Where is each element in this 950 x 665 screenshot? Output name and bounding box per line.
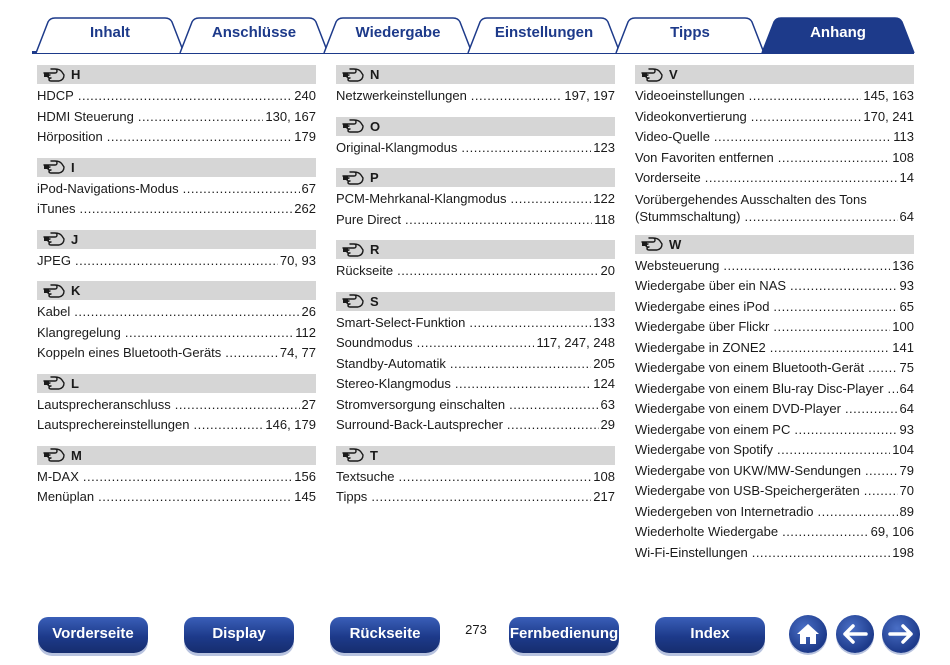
entry-page: 112	[295, 324, 316, 340]
leader-dots	[125, 323, 293, 344]
index-section-j	[37, 230, 316, 272]
section-header	[336, 65, 615, 84]
entry-name: JPEG	[37, 252, 71, 268]
leader-dots	[194, 415, 264, 436]
index-section-v	[635, 65, 914, 225]
index-entry[interactable]	[37, 323, 316, 344]
leader-dots	[138, 107, 264, 128]
pointing-hand-icon	[43, 376, 65, 390]
page-number: 273	[465, 622, 487, 637]
index-entry[interactable]	[336, 333, 615, 354]
entry-page: 70	[899, 483, 914, 498]
entry-page: 64	[899, 380, 914, 396]
entry-name: Wiedergabe von Spotify	[635, 442, 774, 457]
entry-name: Original-Klangmodus	[336, 139, 458, 155]
section-letter: V	[669, 67, 678, 82]
leader-dots	[770, 338, 891, 359]
entry-page: 89	[899, 503, 914, 519]
index-section-k	[37, 281, 316, 364]
pointing-hand-icon	[43, 232, 65, 246]
entry-name: Netzwerkeinstellungen	[336, 88, 467, 103]
entry-page: 145, 163	[863, 88, 914, 103]
entry-page: 29	[600, 417, 615, 432]
index-entry[interactable]	[37, 487, 316, 508]
entry-name: HDMI Steuerung	[37, 108, 134, 124]
entry-page: 122	[593, 191, 615, 206]
index-entry[interactable]	[635, 338, 914, 359]
leader-dots	[865, 461, 898, 482]
index-entry[interactable]	[336, 313, 615, 334]
entry-page: 79	[899, 462, 914, 478]
index-entry[interactable]	[635, 461, 914, 482]
entry-page: 100	[892, 319, 914, 334]
entry-page: 64	[899, 401, 914, 416]
section-letter: T	[370, 447, 378, 463]
entry-name: Lautsprechereinstellungen	[37, 417, 190, 432]
leader-dots	[98, 487, 292, 508]
section-letter: J	[71, 231, 79, 247]
entry-name: HDCP	[37, 88, 74, 103]
section-letter: R	[370, 242, 380, 257]
entry-page: 63	[600, 396, 615, 412]
leader-dots	[773, 317, 890, 338]
section-header	[635, 235, 914, 254]
leader-dots	[371, 487, 591, 508]
entry-page: 64	[899, 208, 914, 224]
leader-dots	[790, 276, 898, 297]
index-entry[interactable]	[37, 107, 316, 128]
entry-name: Wiedergeben von Internetradio	[635, 503, 814, 519]
index-column-3	[635, 65, 914, 573]
index-entry[interactable]	[635, 191, 914, 225]
index-entry[interactable]	[37, 251, 316, 272]
section-letter: S	[370, 293, 379, 309]
section-letter: W	[669, 236, 682, 252]
index-section-s	[336, 292, 615, 436]
tab-anhang[interactable]	[762, 18, 914, 53]
entry-page: 104	[892, 442, 914, 457]
section-letter: M	[71, 447, 82, 463]
entry-name: Stereo-Klangmodus	[336, 376, 451, 391]
index-section-r	[336, 240, 615, 282]
index-entry[interactable]	[635, 317, 914, 338]
arrow-right-icon	[888, 624, 914, 644]
index-entry[interactable]	[336, 374, 615, 395]
index-entry[interactable]	[37, 127, 316, 148]
index-entry[interactable]	[635, 379, 914, 400]
entry-page: 69, 106	[870, 524, 914, 539]
index-entry[interactable]	[635, 522, 914, 543]
entry-page: 205	[593, 355, 615, 371]
leader-dots	[744, 208, 897, 225]
entry-page: 156	[294, 468, 316, 484]
front-panel-button[interactable]	[38, 617, 148, 653]
pointing-hand-icon	[342, 119, 364, 133]
index-section-l	[37, 374, 316, 436]
index-entry[interactable]	[635, 399, 914, 420]
entry-page: 197, 197	[564, 88, 615, 103]
index-entry[interactable]	[635, 481, 914, 502]
leader-dots	[714, 127, 891, 148]
pointing-hand-icon	[43, 284, 65, 298]
entry-name-continued: (Stummschaltung)	[635, 208, 741, 224]
entry-name: Wiedergabe in ZONE2	[635, 339, 766, 355]
index-entry[interactable]	[635, 358, 914, 379]
entry-page: 146, 179	[265, 417, 316, 432]
entry-name: Wiedergabe über ein NAS	[635, 278, 787, 293]
entry-page: 74, 77	[279, 345, 316, 360]
entry-page: 133	[593, 314, 615, 330]
index-column-1	[37, 65, 316, 518]
leader-dots	[75, 251, 278, 272]
section-header	[37, 446, 316, 465]
index-section-m	[37, 446, 316, 508]
entry-page: 70, 93	[279, 252, 316, 268]
leader-dots	[175, 395, 300, 416]
entry-name: Wiedergabe von einem PC	[635, 421, 791, 437]
tab-label: Anschlüsse	[211, 24, 297, 41]
section-letter: L	[71, 375, 79, 391]
pointing-hand-icon	[342, 68, 364, 82]
index-entry[interactable]	[336, 354, 615, 375]
remote-control-button[interactable]	[509, 617, 619, 653]
section-header	[336, 292, 615, 311]
section-header	[37, 281, 316, 300]
leader-dots	[868, 358, 897, 379]
index-entry[interactable]	[37, 302, 316, 323]
pointing-hand-icon	[641, 68, 663, 82]
index-entry[interactable]	[37, 199, 316, 220]
entry-page: 130, 167	[265, 108, 316, 124]
leader-dots	[399, 467, 592, 488]
index-entry[interactable]	[37, 343, 316, 364]
leader-dots	[723, 256, 890, 277]
entry-page: 145	[294, 489, 316, 504]
index-entry[interactable]	[37, 467, 316, 488]
entry-name: Koppeln eines Bluetooth-Geräts	[37, 345, 222, 360]
section-header	[336, 240, 615, 259]
leader-dots	[507, 415, 599, 436]
entry-name: Von Favoriten entfernen	[635, 149, 774, 165]
entry-name: Hörposition	[37, 129, 103, 144]
index-entry[interactable]	[336, 210, 615, 231]
pointing-hand-icon	[43, 68, 65, 82]
index-section-w	[635, 235, 914, 564]
leader-dots	[864, 481, 898, 502]
index-entry[interactable]	[635, 107, 914, 128]
entry-name: Lautsprecheranschluss	[37, 396, 171, 412]
section-header	[336, 168, 615, 187]
entry-name: Wiedergabe von einem Bluetooth-Gerät	[635, 360, 865, 375]
entry-name: Klangregelung	[37, 324, 121, 340]
entry-page: 124	[593, 376, 615, 391]
entry-name: Video-Quelle	[635, 129, 710, 144]
tab-einstellungen[interactable]	[468, 18, 620, 53]
entry-name: Wiedergabe von einem Blu-ray Disc-Player	[635, 380, 884, 396]
entry-page: 93	[899, 421, 914, 437]
tab-bar	[0, 0, 950, 56]
leader-dots	[225, 343, 278, 364]
index-section-t	[336, 446, 615, 508]
entry-page: 117, 247, 248	[536, 335, 615, 350]
leader-dots	[777, 440, 890, 461]
section-header	[37, 374, 316, 393]
display-button-label: Display	[212, 624, 266, 642]
leader-dots	[74, 302, 299, 323]
entry-name: Tipps	[336, 489, 368, 504]
entry-page: 217	[593, 489, 615, 504]
entry-name: Websteuerung	[635, 257, 720, 273]
tab-anschl-sse[interactable]	[180, 18, 328, 53]
entry-page: 170, 241	[863, 108, 914, 124]
home-button[interactable]	[789, 615, 827, 653]
entry-name: Videokonvertierung	[635, 108, 747, 124]
section-header	[37, 230, 316, 249]
entry-page: 93	[899, 278, 914, 293]
pointing-hand-icon	[43, 448, 65, 462]
entry-name: Kabel	[37, 304, 71, 319]
index-entry[interactable]	[336, 415, 615, 436]
entry-page: 75	[899, 360, 914, 375]
entry-name: PCM-Mehrkanal-Klangmodus	[336, 191, 507, 206]
entry-name: Wiederholte Wiedergabe	[635, 524, 779, 539]
entry-page: 108	[892, 149, 914, 165]
entry-page: 113	[893, 129, 914, 144]
index-entry[interactable]	[635, 256, 914, 277]
entry-name: iPod-Navigations-Modus	[37, 180, 179, 196]
entry-name: iTunes	[37, 201, 76, 216]
entry-name: Rückseite	[336, 263, 394, 278]
pointing-hand-icon	[342, 448, 364, 462]
display-button[interactable]	[184, 617, 294, 653]
tab-label: Inhalt	[90, 24, 130, 41]
index-entry[interactable]	[635, 502, 914, 523]
tab-wiedergabe[interactable]	[324, 18, 472, 53]
entry-page: 20	[600, 263, 615, 278]
leader-dots	[751, 107, 862, 128]
leader-dots	[778, 148, 891, 169]
entry-name: Stromversorgung einschalten	[336, 396, 506, 412]
pointing-hand-icon	[43, 160, 65, 174]
index-entry[interactable]	[635, 543, 914, 564]
index-button-label: Index	[690, 624, 730, 642]
leader-dots	[461, 138, 591, 159]
section-letter: N	[370, 67, 380, 82]
tab-label: Anhang	[810, 24, 866, 41]
entry-name: Vorderseite	[635, 170, 701, 185]
entry-name: M-DAX	[37, 468, 79, 484]
leader-dots	[80, 199, 293, 220]
index-entry[interactable]	[37, 395, 316, 416]
leader-dots	[469, 313, 591, 334]
entry-name: Standby-Automatik	[336, 355, 446, 371]
entry-page: 108	[593, 468, 615, 484]
entry-page: 14	[899, 170, 914, 185]
leader-dots	[705, 168, 898, 189]
tab-label: Wiedergabe	[355, 24, 441, 41]
pointing-hand-icon	[342, 243, 364, 257]
entry-name: Textsuche	[336, 468, 395, 484]
section-letter: I	[71, 159, 75, 175]
leader-dots	[107, 127, 293, 148]
entry-page: 262	[294, 201, 316, 216]
section-header	[37, 65, 316, 84]
leader-dots	[845, 399, 898, 420]
forward-button[interactable]	[882, 615, 920, 653]
rear-panel-button-label: Rückseite	[349, 624, 421, 642]
leader-dots	[509, 395, 598, 416]
section-letter: O	[370, 118, 381, 134]
leader-dots	[471, 86, 563, 107]
entry-page: 65	[899, 298, 914, 314]
leader-dots	[455, 374, 591, 395]
back-button[interactable]	[836, 615, 874, 653]
leader-dots	[794, 420, 897, 441]
entry-name: Pure Direct	[336, 211, 402, 227]
index-entry[interactable]	[635, 440, 914, 461]
entry-page: 123	[593, 139, 615, 155]
entry-page: 118	[594, 211, 615, 227]
index-entry[interactable]	[336, 467, 615, 488]
entry-name: Smart-Select-Funktion	[336, 314, 466, 330]
section-header	[635, 65, 914, 84]
leader-dots	[417, 333, 535, 354]
leader-dots	[397, 261, 598, 282]
entry-name: Surround-Back-Lautsprecher	[336, 417, 503, 432]
index-entry[interactable]	[635, 148, 914, 169]
index-section-h	[37, 65, 316, 148]
tab-label: Einstellungen	[494, 24, 594, 41]
entry-page: 198	[892, 544, 914, 560]
index-entry[interactable]	[635, 127, 914, 148]
section-letter: K	[71, 283, 81, 298]
index-entry[interactable]	[336, 261, 615, 282]
index-section-o	[336, 117, 615, 159]
index-entry[interactable]	[336, 487, 615, 508]
section-header	[336, 446, 615, 465]
section-header	[37, 158, 316, 177]
entry-name: Wi-Fi-Einstellungen	[635, 544, 748, 560]
leader-dots	[888, 379, 898, 400]
index-entry[interactable]	[635, 297, 914, 318]
entry-page: 179	[294, 129, 316, 144]
home-icon	[795, 622, 821, 646]
leader-dots	[818, 502, 898, 523]
index-entry[interactable]	[635, 276, 914, 297]
entry-page: 27	[301, 396, 316, 412]
leader-dots	[749, 86, 862, 107]
leader-dots	[773, 297, 897, 318]
leader-dots	[183, 179, 300, 200]
leader-dots	[83, 467, 292, 488]
section-header	[336, 117, 615, 136]
index-entry[interactable]	[635, 86, 914, 107]
tab-label: Tipps	[670, 24, 710, 41]
index-section-i	[37, 158, 316, 220]
leader-dots	[511, 189, 592, 210]
entry-name: Wiedergabe eines iPod	[635, 298, 770, 314]
entry-page: 240	[294, 88, 316, 103]
index-entry[interactable]	[336, 138, 615, 159]
leader-dots	[78, 86, 292, 107]
tab-tipps[interactable]	[616, 18, 764, 53]
entry-page: 26	[301, 304, 316, 319]
entry-name: Wiedergabe von USB-Speichergeräten	[635, 483, 860, 498]
tab-inhalt[interactable]	[36, 18, 184, 53]
index-entry[interactable]	[37, 415, 316, 436]
index-entry[interactable]	[37, 179, 316, 200]
index-section-n	[336, 65, 615, 107]
entry-page: 141	[892, 339, 914, 355]
entry-name: Videoeinstellungen	[635, 88, 745, 103]
index-entry[interactable]	[336, 86, 615, 107]
entry-name: Vorübergehendes Ausschalten des Tons	[635, 191, 867, 207]
entry-page: 67	[301, 180, 316, 196]
index-entry[interactable]	[336, 395, 615, 416]
arrow-left-icon	[842, 624, 868, 644]
index-entry[interactable]	[635, 420, 914, 441]
entry-name: Menüplan	[37, 489, 95, 504]
section-letter: P	[370, 170, 379, 185]
remote-control-button-label: Fernbedienung	[509, 624, 619, 642]
section-letter: H	[71, 67, 81, 82]
leader-dots	[450, 354, 591, 375]
leader-dots	[405, 210, 592, 231]
index-entry[interactable]	[336, 189, 615, 210]
entry-name: Wiedergabe von UKW/MW-Sendungen	[635, 462, 861, 478]
index-section-p	[336, 168, 615, 230]
index-entry[interactable]	[37, 86, 316, 107]
leader-dots	[752, 543, 891, 564]
pointing-hand-icon	[342, 171, 364, 185]
index-column-2	[336, 65, 615, 518]
front-panel-button-label: Vorderseite	[52, 624, 134, 642]
leader-dots	[782, 522, 869, 543]
index-button[interactable]	[655, 617, 765, 653]
pointing-hand-icon	[641, 237, 663, 251]
pointing-hand-icon	[342, 294, 364, 308]
entry-name: Wiedergabe von einem DVD-Player	[635, 401, 841, 416]
entry-page: 136	[892, 257, 914, 273]
entry-name: Soundmodus	[336, 335, 413, 350]
index-entry[interactable]	[635, 168, 914, 189]
entry-name: Wiedergabe über Flickr	[635, 319, 770, 334]
rear-panel-button[interactable]	[330, 617, 440, 653]
